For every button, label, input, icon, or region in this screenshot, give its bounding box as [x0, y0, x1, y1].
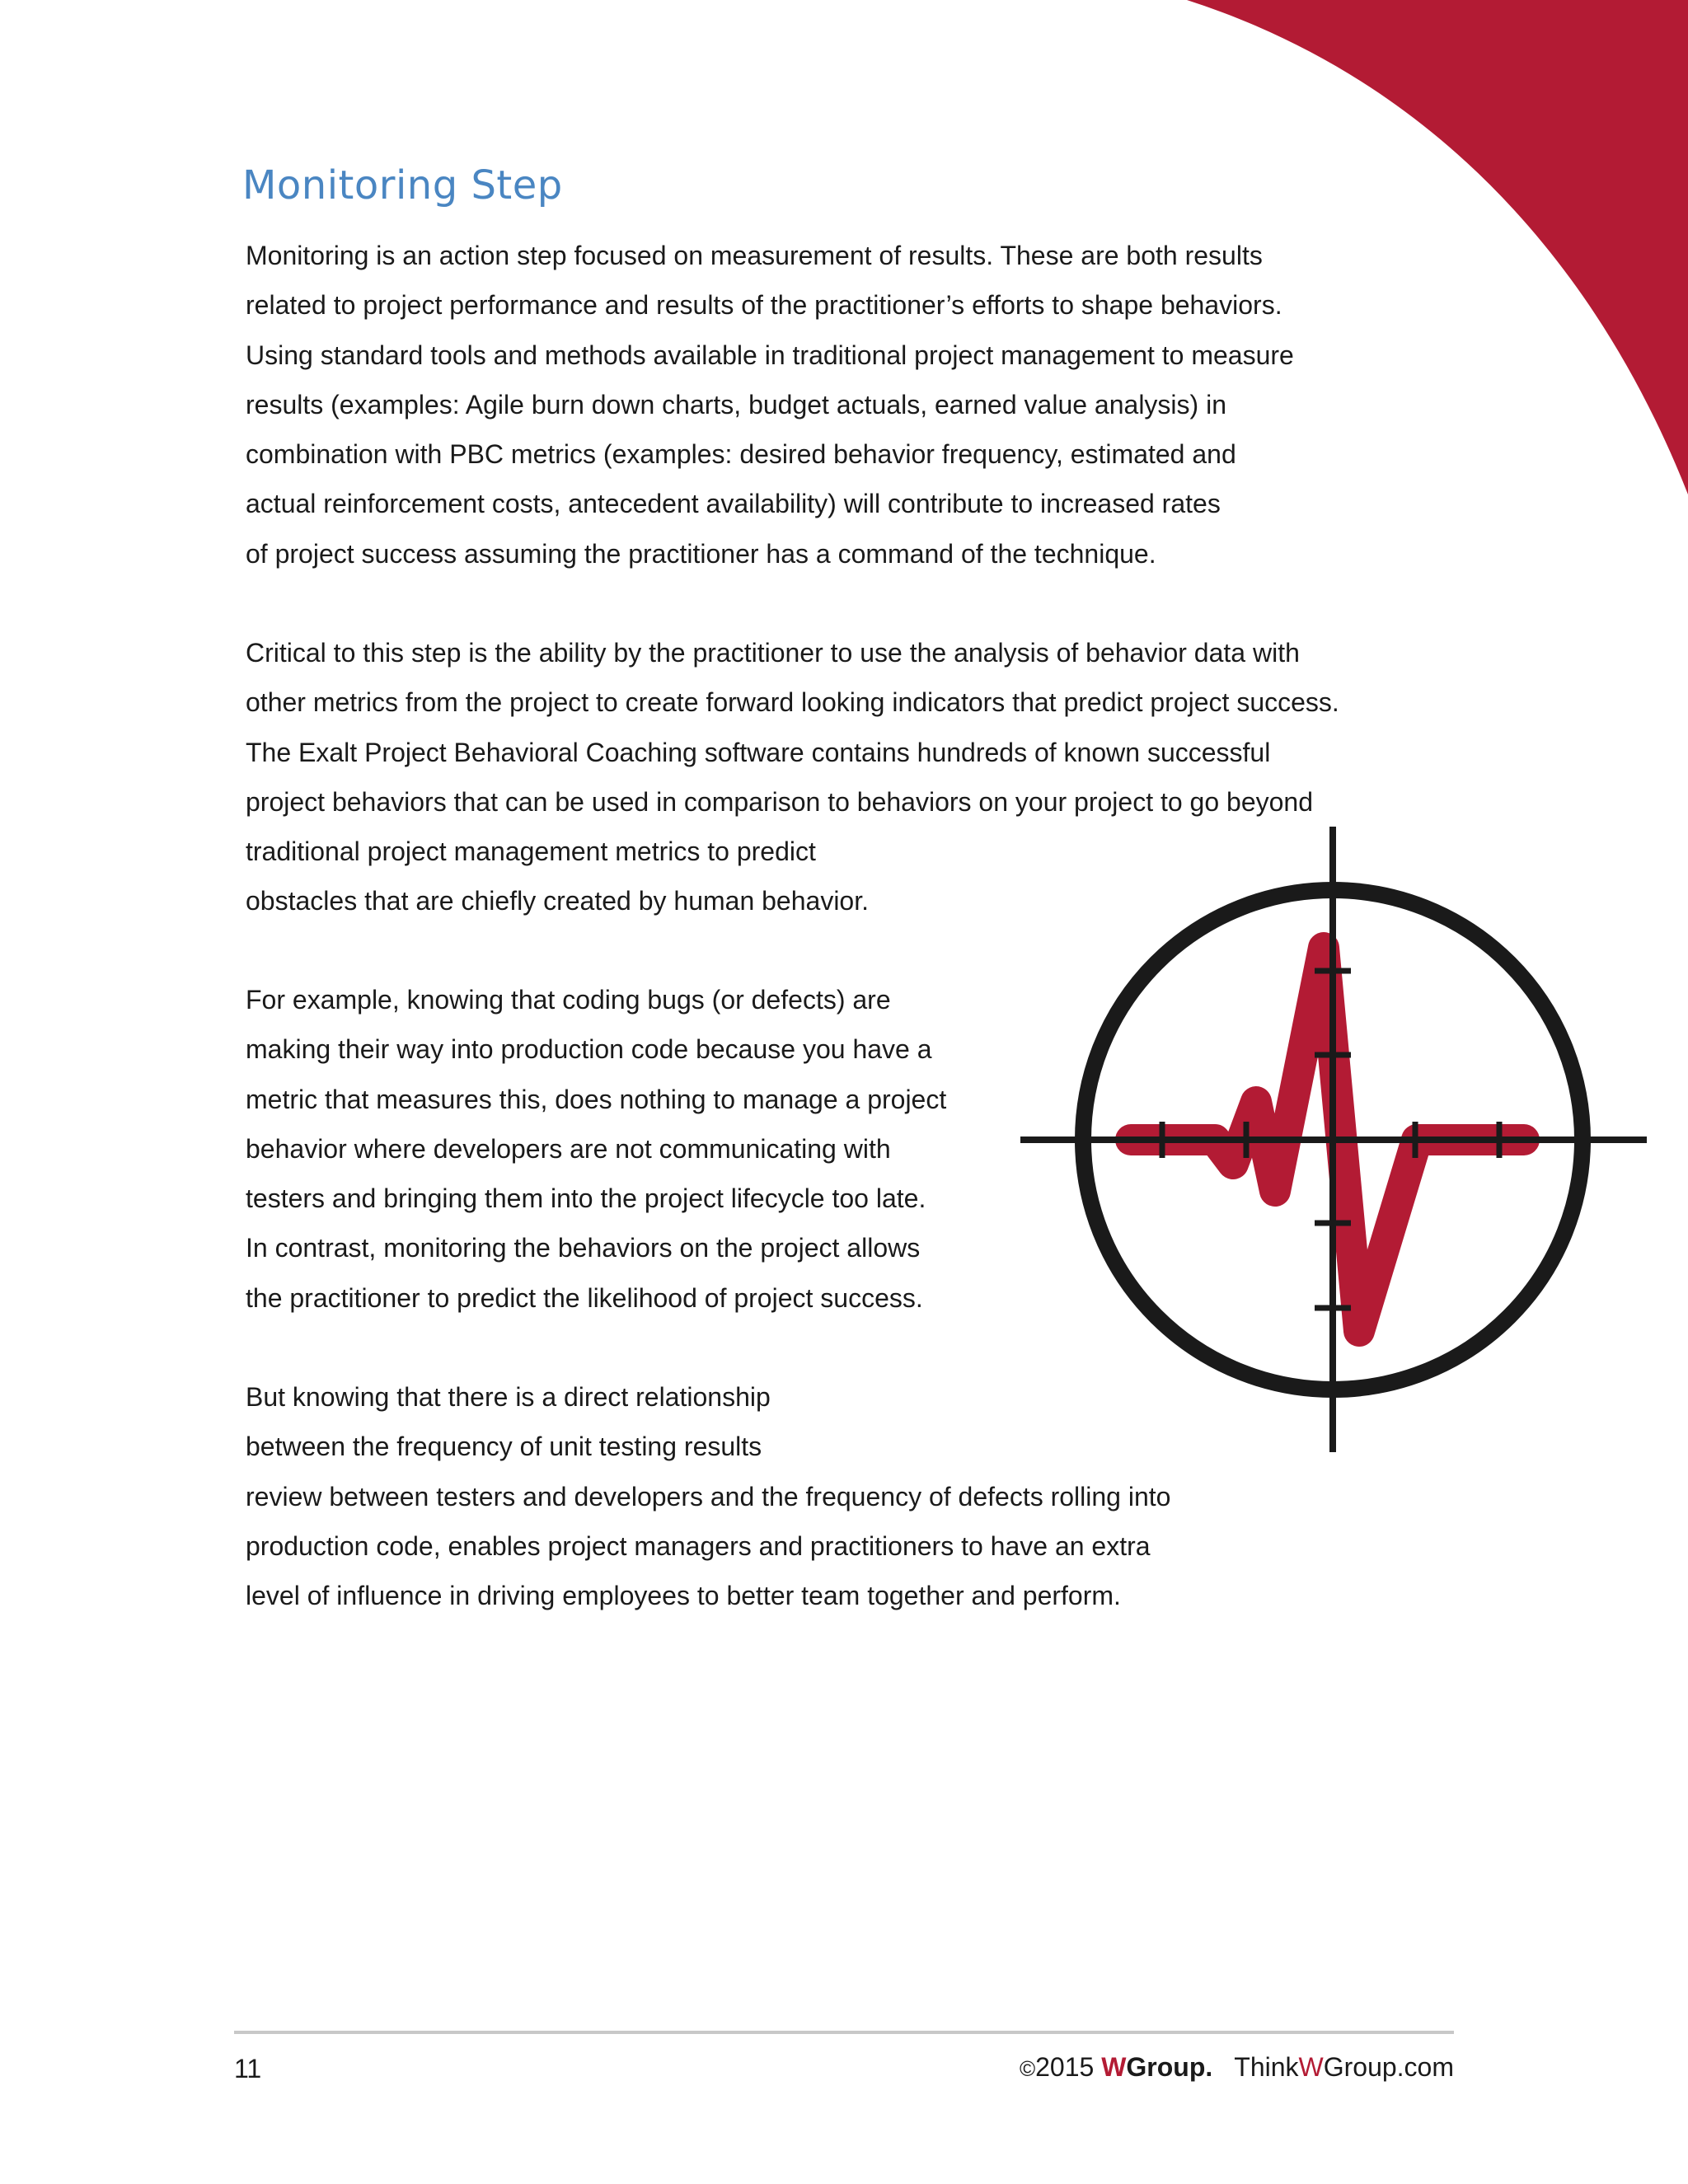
text-line: traditional project management metrics to predict	[246, 837, 816, 867]
site-suffix: Group.com	[1323, 2052, 1454, 2082]
text-line: For example, knowing that coding bugs (or defects) are	[246, 985, 891, 1015]
text-line: But knowing that there is a direct relationship	[246, 1382, 771, 1412]
text-line: level of influence in driving employees to better team together and perform.	[246, 1581, 1121, 1611]
text-line: behavior where developers are not communicating with	[246, 1133, 891, 1164]
copyright-year: 2015	[1035, 2052, 1095, 2082]
text-line: Monitoring is an action step focused on measurement of results. These are both results	[246, 241, 1263, 270]
text-line: related to project performance and results of the practitioner’s efforts to shape behaviors.	[246, 290, 1282, 321]
crosshair-lines	[1020, 827, 1647, 1452]
text-line: In contrast, monitoring the behaviors on the project allows	[246, 1233, 921, 1263]
site-prefix: Think	[1234, 2052, 1299, 2082]
text-line: review between testers and developers and the frequency of defects rolling into	[246, 1481, 1171, 1511]
text-line: The Exalt Project Behavioral Coaching software contains hundreds of known successful	[246, 737, 1271, 767]
text-line: results (examples: Agile burn down charts, budget actuals, earned value analysis) in	[246, 389, 1226, 419]
text-line: making their way into production code because you have a	[246, 1034, 932, 1065]
site-w: W	[1298, 2052, 1324, 2082]
text-line: between the frequency of unit testing results	[246, 1432, 762, 1462]
text-line: testers and bringing them into the project lifecycle too late.	[246, 1183, 926, 1214]
footer-divider	[234, 2031, 1454, 2034]
text-line: project behaviors that can be used in comparison to behaviors on your project to go beyond	[246, 786, 1314, 817]
text-line: the practitioner to predict the likelihood of project success.	[246, 1282, 923, 1313]
page-title: Monitoring Step	[242, 162, 563, 209]
text-line: Critical to this step is the ability by the practitioner to use the analysis of behavior data with	[246, 638, 1300, 668]
copyright-symbol: ©	[1019, 2056, 1036, 2081]
brand-name: Group.	[1126, 2052, 1213, 2082]
website-link[interactable]	[1234, 2052, 1454, 2082]
text-line: Using standard tools and methods available in traditional project management to measure	[246, 340, 1294, 370]
text-line: production code, enables project managers and practitioners to have an extra	[246, 1530, 1151, 1561]
text-line: other metrics from the project to create forward looking indicators that predict project success.	[246, 687, 1339, 718]
brand-w: W	[1101, 2052, 1127, 2082]
page-number: 11	[234, 2054, 262, 2083]
text-line: of project success assuming the practitioner has a command of the technique.	[246, 538, 1156, 569]
paragraph-monitoring-intro	[246, 231, 1294, 579]
text-line: actual reinforcement costs, antecedent availability) will contribute to increased rates	[246, 489, 1221, 519]
paragraph-example	[246, 975, 946, 1323]
footer-copyright	[1020, 2050, 1454, 2085]
heartbeat-crosshair-icon	[1017, 824, 1650, 1455]
text-line: obstacles that are chiefly created by human behavior.	[246, 886, 869, 916]
text-line: combination with PBC metrics (examples: desired behavior frequency, estimated and	[246, 439, 1236, 470]
text-line: metric that measures this, does nothing to manage a project	[246, 1084, 947, 1114]
